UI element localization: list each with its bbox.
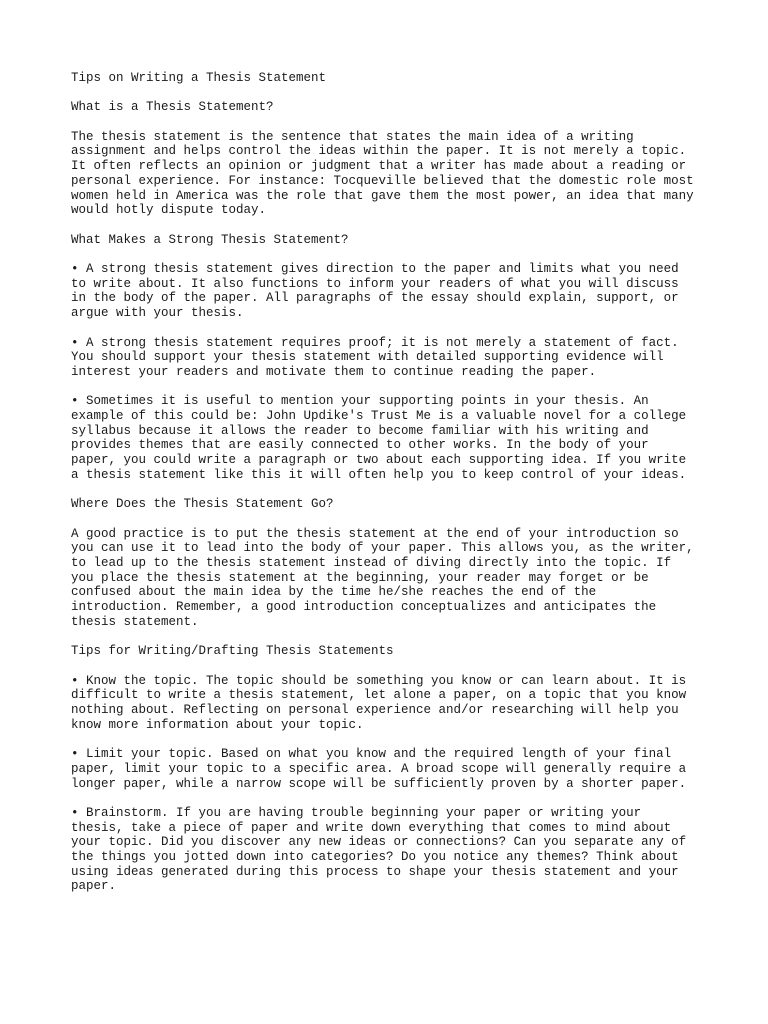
bullet-paragraph: • Sometimes it is useful to mention your supporting points in your thesis. An example of this could be: John Updike's Trust Me is a valuable novel for a college syllabus because it allows the reader to become familiar with his writing and provides themes that are easily connected to other works. In the body of your paper, you could write a paragraph or two about each supporting idea. If you write a thesis statement like this it will often help you to keep control of your ideas. bbox=[71, 394, 687, 482]
bullet-paragraph: • Know the topic. The topic should be something you know or can learn about. It is difficult to write a thesis statement, let alone a paper, on a topic that you know nothing about. Reflecting on personal experience and/or researching will help you know more information about your topic. bbox=[71, 673, 687, 732]
document-page bbox=[71, 71, 711, 909]
section-heading: Tips for Writing/Drafting Thesis Statements bbox=[71, 644, 394, 659]
paragraph: The thesis statement is the sentence that states the main idea of a writing assignment and helps control the ideas within the paper. It is not merely a topic. It often reflects an opinion or judgment that a writer has made about a reading or personal experience. For instance: Tocqueville believed that the domestic role most women held in America was the role that gave them the most power, an idea that many would hotly dispute today. bbox=[71, 129, 694, 218]
section-heading: What Makes a Strong Thesis Statement? bbox=[71, 232, 349, 247]
document-title: Tips on Writing a Thesis Statement bbox=[71, 71, 327, 85]
bullet-paragraph: • A strong thesis statement requires proof; it is not merely a statement of fact. You should support your thesis statement with detailed supporting evidence will interest your readers and motivate them to continue reading the paper. bbox=[71, 335, 679, 379]
paragraph: A good practice is to put the thesis statement at the end of your introduction so you can use it to lead into the body of your paper. This allows you, as the writer, to lead up to the thesis statement instead of diving directly into the topic. If you place the thesis statement at the beginning, your reader may forget or be confused about the main idea by the time he/she reaches the end of the introduction. Remember, a good introduction conceptualizes and anticipates the thesis statement. bbox=[71, 526, 694, 629]
bullet-paragraph: • Limit your topic. Based on what you know and the required length of your final paper, limit your topic to a specific area. A broad scope will generally require a longer paper, while a narrow scope will be sufficiently proven by a shorter paper. bbox=[71, 747, 687, 791]
bullet-paragraph: • Brainstorm. If you are having trouble beginning your paper or writing your thesis, take a piece of paper and write down everything that comes to mind about your topic. Did you discover any new ideas or connections? Can you separate any of the things you jotted down into categories? Do you notice any themes? Think about using ideas generated during this process to shape your thesis statement and your paper. bbox=[71, 805, 687, 894]
bullet-paragraph: • A strong thesis statement gives direction to the paper and limits what you need to write about. It also functions to inform your readers of what you will discuss in the body of the paper. All paragraphs of the essay should explain, support, or argue with your thesis. bbox=[71, 262, 679, 321]
section-heading: What is a Thesis Statement? bbox=[71, 100, 274, 115]
section-heading: Where Does the Thesis Statement Go? bbox=[71, 497, 334, 512]
